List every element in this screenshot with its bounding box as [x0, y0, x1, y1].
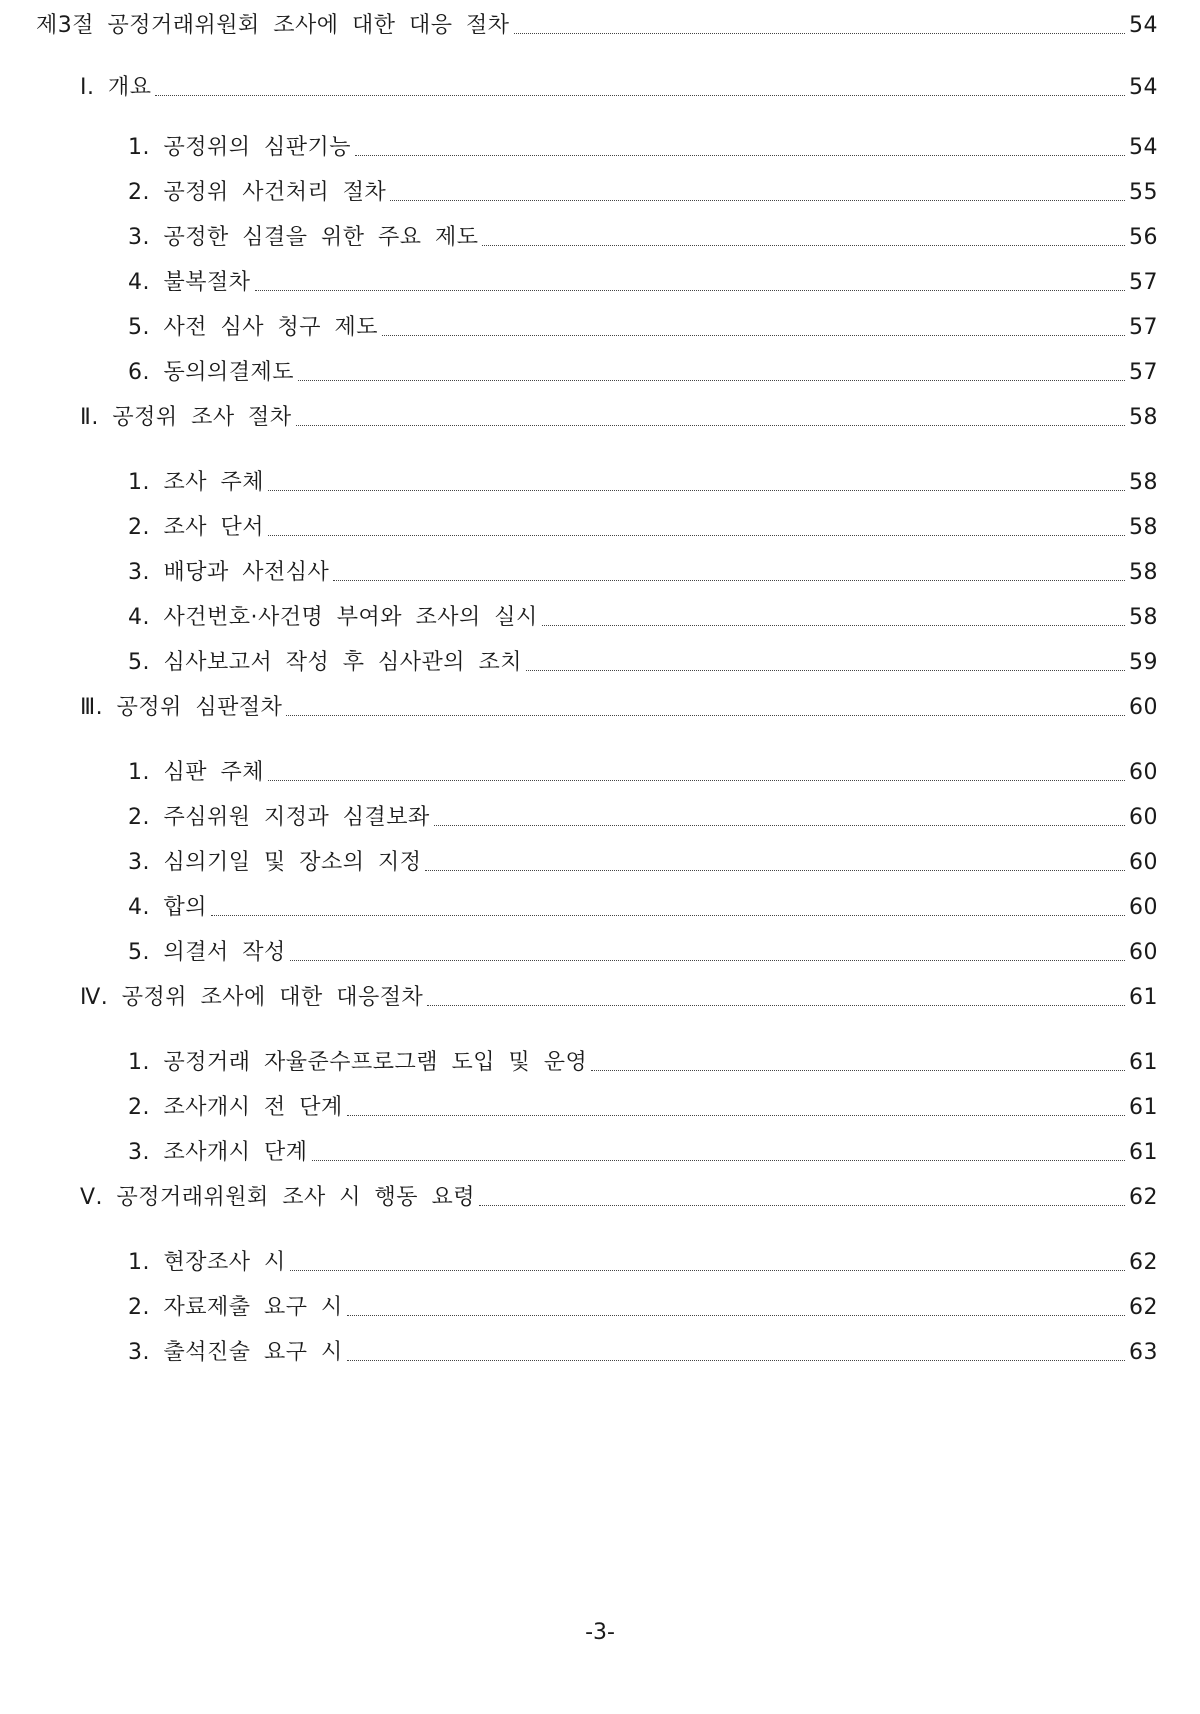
- toc-entry-title: 2. 조사개시 전 단계: [128, 1095, 343, 1120]
- toc-dot-leader: [479, 1205, 1125, 1206]
- toc-entry-title: 6. 동의의결제도: [128, 360, 294, 385]
- toc-entry[interactable]: [128, 175, 1158, 207]
- toc-entry[interactable]: [80, 1180, 1158, 1212]
- toc-dot-leader: [312, 1160, 1126, 1161]
- toc-entry[interactable]: [128, 355, 1158, 387]
- toc-entry-page: 61: [1129, 985, 1158, 1010]
- toc-entry[interactable]: [128, 600, 1158, 632]
- toc-entry-page: 54: [1129, 13, 1158, 38]
- toc-dot-leader: [290, 960, 1125, 961]
- toc-entry[interactable]: [128, 645, 1158, 677]
- toc-entry-page: 60: [1129, 695, 1158, 720]
- toc-entry[interactable]: [128, 510, 1158, 542]
- toc-entry-title: 5. 의결서 작성: [128, 940, 286, 965]
- toc-entry[interactable]: [80, 980, 1158, 1012]
- toc-dot-leader: [347, 1360, 1125, 1361]
- toc-entry[interactable]: [128, 555, 1158, 587]
- toc-entry[interactable]: [128, 890, 1158, 922]
- toc-entry[interactable]: [128, 1135, 1158, 1167]
- toc-entry-page: 62: [1129, 1295, 1158, 1320]
- toc-entry-title: 1. 공정위의 심판기능: [128, 135, 351, 160]
- toc-entry-title: 3. 배당과 사전심사: [128, 560, 330, 585]
- toc-entry-title: 4. 합의: [128, 895, 207, 920]
- toc-entry[interactable]: [128, 845, 1158, 877]
- toc-entry-title: Ⅴ. 공정거래위원회 조사 시 행동 요령: [80, 1185, 476, 1210]
- toc-entry[interactable]: [128, 220, 1158, 252]
- toc-entry-title: 2. 공정위 사건처리 절차: [128, 180, 387, 205]
- toc-entry[interactable]: [128, 800, 1158, 832]
- toc-entry-page: 57: [1129, 360, 1158, 385]
- toc-dot-leader: [390, 200, 1125, 201]
- toc-dot-leader: [526, 670, 1125, 671]
- toc-entry-title: 2. 조사 단서: [128, 515, 264, 540]
- toc-entry-page: 54: [1129, 75, 1158, 100]
- toc-entry-page: 57: [1129, 270, 1158, 295]
- toc-entry-page: 60: [1129, 940, 1158, 965]
- toc-entry-page: 61: [1129, 1140, 1158, 1165]
- toc-entry-page: 59: [1129, 650, 1158, 675]
- toc-dot-leader: [347, 1315, 1125, 1316]
- toc-entry-page: 58: [1129, 605, 1158, 630]
- toc-entry[interactable]: [128, 935, 1158, 967]
- toc-dot-leader: [298, 380, 1125, 381]
- toc-dot-leader: [427, 1005, 1125, 1006]
- toc-entry[interactable]: [128, 755, 1158, 787]
- toc-entry-page: 56: [1129, 225, 1158, 250]
- toc-entry-page: 60: [1129, 850, 1158, 875]
- toc-entry[interactable]: [80, 400, 1158, 432]
- toc-entry[interactable]: [36, 8, 1158, 40]
- toc-dot-leader: [211, 915, 1125, 916]
- toc-dot-leader: [296, 425, 1125, 426]
- toc-entry-page: 58: [1129, 470, 1158, 495]
- toc-entry-title: 1. 현장조사 시: [128, 1250, 286, 1275]
- toc-dot-leader: [434, 825, 1125, 826]
- toc-entry[interactable]: [128, 1335, 1158, 1367]
- toc-dot-leader: [268, 490, 1125, 491]
- toc-entry-page: 54: [1129, 135, 1158, 160]
- toc-dot-leader: [255, 290, 1126, 291]
- toc-entry[interactable]: [128, 465, 1158, 497]
- toc-entry-title: 1. 공정거래 자율준수프로그램 도입 및 운영: [128, 1050, 588, 1075]
- toc-entry-page: 58: [1129, 405, 1158, 430]
- toc-entry-page: 55: [1129, 180, 1158, 205]
- toc-entry-title: 5. 심사보고서 작성 후 심사관의 조치: [128, 650, 522, 675]
- toc-entry-page: 60: [1129, 760, 1158, 785]
- toc-entry-title: 2. 자료제출 요구 시: [128, 1295, 343, 1320]
- toc-entry[interactable]: [80, 690, 1158, 722]
- toc-entry-page: 62: [1129, 1250, 1158, 1275]
- toc-dot-leader: [268, 535, 1125, 536]
- toc-dot-leader: [355, 155, 1125, 156]
- toc-dot-leader: [542, 625, 1125, 626]
- toc-entry[interactable]: [128, 1290, 1158, 1322]
- toc-dot-leader: [347, 1115, 1125, 1116]
- toc-entry-page: 61: [1129, 1050, 1158, 1075]
- toc-dot-leader: [591, 1070, 1125, 1071]
- toc-dot-leader: [268, 780, 1125, 781]
- toc-dot-leader: [514, 33, 1125, 34]
- toc-entry[interactable]: [128, 1045, 1158, 1077]
- toc-entry[interactable]: [128, 1245, 1158, 1277]
- toc-entry-title: 3. 출석진술 요구 시: [128, 1340, 343, 1365]
- toc-entry[interactable]: [128, 130, 1158, 162]
- toc-entry-page: 60: [1129, 805, 1158, 830]
- toc-entry-page: 60: [1129, 895, 1158, 920]
- toc-entry-page: 57: [1129, 315, 1158, 340]
- toc-entry-title: 3. 심의기일 및 장소의 지정: [128, 850, 422, 875]
- toc-entry-page: 62: [1129, 1185, 1158, 1210]
- toc-entry[interactable]: [128, 310, 1158, 342]
- toc-entry-title: 5. 사전 심사 청구 제도: [128, 315, 378, 340]
- toc-entry-title: 1. 조사 주체: [128, 470, 264, 495]
- toc-entry-title: 3. 공정한 심결을 위한 주요 제도: [128, 225, 479, 250]
- toc-dot-leader: [333, 580, 1125, 581]
- toc-entry-title: 2. 주심위원 지정과 심결보좌: [128, 805, 430, 830]
- toc-entry-page: 61: [1129, 1095, 1158, 1120]
- page-number: -3-: [585, 1620, 615, 1645]
- toc-entry-page: 58: [1129, 560, 1158, 585]
- toc-entry-title: 1. 심판 주체: [128, 760, 264, 785]
- toc-entry-page: 63: [1129, 1340, 1158, 1365]
- toc-entry-title: Ⅳ. 공정위 조사에 대한 대응절차: [80, 985, 424, 1010]
- toc-dot-leader: [286, 715, 1125, 716]
- toc-entry-title: Ⅰ. 개요: [80, 75, 152, 100]
- toc-dot-leader: [290, 1270, 1125, 1271]
- toc-dot-leader: [155, 95, 1125, 96]
- toc-entry-title: 제3절 공정거래위원회 조사에 대한 대응 절차: [36, 13, 510, 38]
- toc-entry-title: 4. 불복절차: [128, 270, 251, 295]
- toc-entry-title: Ⅲ. 공정위 심판절차: [80, 695, 283, 720]
- toc-dot-leader: [425, 870, 1125, 871]
- toc-entry[interactable]: [128, 265, 1158, 297]
- toc-entry-title: 4. 사건번호·사건명 부여와 조사의 실시: [128, 605, 538, 630]
- toc-dot-leader: [482, 245, 1125, 246]
- toc-dot-leader: [382, 335, 1125, 336]
- toc-entry[interactable]: [80, 70, 1158, 102]
- toc-entry[interactable]: [128, 1090, 1158, 1122]
- toc-entry-title: 3. 조사개시 단계: [128, 1140, 308, 1165]
- toc-entry-title: Ⅱ. 공정위 조사 절차: [80, 405, 292, 430]
- toc-entry-page: 58: [1129, 515, 1158, 540]
